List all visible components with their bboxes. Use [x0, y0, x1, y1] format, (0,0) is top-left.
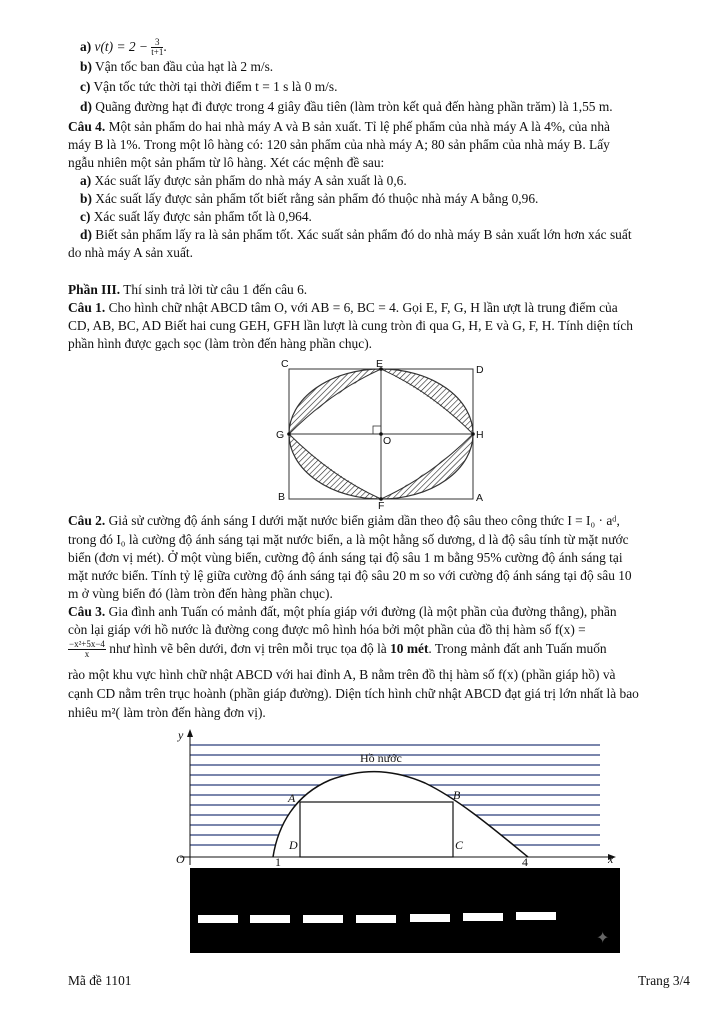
lake-graph-figure [170, 725, 622, 957]
option-label: a) [80, 39, 92, 54]
p3q3-line-4: rào một khu vực hình chữ nhật ABCD với hai đỉnh A, B nằm trên đồ thị hàm số f(x) (phần giáp hồ) và [68, 667, 616, 682]
label-lake: Hồ nước [360, 751, 402, 765]
q4-line-1: Câu 4. Một sản phẩm do hai nhà máy A và B sản xuất. Tỉ lệ phế phẩm của nhà máy A là 4%, của nhà [68, 119, 610, 134]
label-origin: O [176, 852, 185, 866]
p3q3-line-1: Câu 3. Gia đình anh Tuấn có mảnh đất, một phía giáp với đường (là một phần của đường thẳng), phần [68, 604, 617, 619]
label-a: A [476, 492, 484, 504]
label-point-b: B [453, 788, 461, 802]
q4-line-2: máy B là 1%. Trong một lô hàng có: 120 sản phẩm của nhà máy A; 80 sản phẩm của nhà máy B. Lấy [68, 137, 610, 152]
exam-code: Mã đề 1101 [68, 973, 132, 988]
label-x: x [608, 852, 614, 866]
label-b: B [278, 491, 286, 503]
velocity-formula: v(t) = 2 − [94, 39, 152, 54]
road [190, 868, 620, 953]
p3q3-line-6: nhiêu m²( làm tròn đến hàng đơn vị). [68, 705, 266, 720]
label-point-c: C [455, 838, 464, 852]
label-tick-1: 1 [275, 855, 281, 869]
label-g: G [276, 429, 285, 441]
q4-option-c: c) Xác suất lấy được sản phẩm tốt là 0,964. [80, 209, 312, 224]
label-tick-4: 4 [522, 855, 528, 869]
part3-heading: Phần III. Thí sinh trả lời từ câu 1 đến câu 6. [68, 282, 308, 297]
label-e: E [376, 358, 384, 370]
p3q2-line-4: mặt nước biển. Tính tỷ lệ giữa cường độ ánh sáng tại độ sâu 20 m so với cường độ ánh sáng tại độ sâu 10 [68, 568, 632, 583]
label-f: F [378, 500, 385, 510]
q3-option-c: c) Vận tốc tức thời tại thời điểm t = 1 s là 0 m/s. [80, 79, 338, 94]
label-point-d: D [289, 838, 298, 852]
p3q2-line-2: trong đó I₀ là cường độ ánh sáng tại mặt nước biển, a là một hằng số dương, d là độ sâu tính từ mặt nước [68, 532, 629, 547]
page-number: Trang 3/4 [638, 973, 690, 988]
q3-option-a: a) v(t) = 2 − $\frac{3}{t+1}$ . [80, 37, 167, 58]
q4-option-d-cont: do nhà máy A sản xuất. [68, 245, 193, 260]
q4-option-d: d) Biết sản phẩm lấy ra là sản phẩm tốt. Xác suất sản phẩm đó do nhà máy B sản xuất lớn hơn xác suất [80, 227, 632, 242]
p3q1-line-1: Câu 1. Cho hình chữ nhật ABCD tâm O, với AB = 6, BC = 4. Gọi E, F, G, H lần ượt là trung điểm của [68, 300, 618, 315]
p3q3-line-5: cạnh CD nằm trên trục hoành (phần giáp đường). Diện tích hình chữ nhật ABCD đạt giá trị lớn nhất là bao [68, 686, 639, 701]
p3q2-line-1: Câu 2. Giả sử cường độ ánh sáng I dưới mặt nước biển giảm dần theo độ sâu theo công thức I = I₀ · aᵈ, [68, 513, 620, 528]
fraction: $\frac{3}{t+1}$ [151, 37, 164, 58]
q3-option-b: b) Vận tốc ban đầu của hạt là 2 m/s. [80, 59, 274, 74]
q4-option-a: a) Xác suất lấy được sản phẩm do nhà máy A sản xuất là 0,6. [80, 173, 407, 188]
p3q2-line-3: biển (đơn vị mét). Ở một vùng biển, cường độ ánh sáng tại độ sâu 1 m bằng 95% cường độ ánh sáng tại [68, 550, 623, 565]
label-o: O [383, 435, 392, 447]
sparkle-icon: ✦ [596, 930, 610, 947]
label-h: H [476, 429, 484, 441]
p3q2-line-5: m ở vùng biển đó (làm tròn đến hàng phần chục). [68, 586, 333, 601]
p3q3-line-2: còn lại giáp với hồ nước là đường cong được mô hình hóa bởi một phần của đồ thị hàm số f(x) = [68, 622, 586, 637]
function-fraction: $\frac{\text{−x²+5x−4}}{x}$ [69, 639, 105, 660]
p3q3-line-3: $\frac{\text{−x²+5x−4}}{x}$ như hình vẽ bên dưới, đơn vị trên mỗi trục tọa độ là 10 mét. Trong mảnh đất anh Tuấn muốn [69, 639, 607, 660]
p3q1-line-2: CD, AB, BC, AD Biết hai cung GEH, GFH lần lượt là cung tròn đi qua G, H, E và G, F, H. Tính diện tích [68, 318, 633, 333]
q4-line-3: ngẫu nhiên một sản phẩm từ lô hàng. Xét các mệnh đề sau: [68, 155, 385, 170]
label-point-a: A [288, 791, 296, 805]
rectangle-arcs-figure [270, 355, 495, 510]
label-d: D [476, 364, 484, 376]
label-y: y [178, 728, 184, 742]
q4-option-b: b) Xác suất lấy được sản phẩm tốt biết rằng sản phẩm đó thuộc nhà máy A bằng 0,96. [80, 191, 539, 206]
p3q1-line-3: phần hình được gạch sọc (làm tròn đến hàng phần chục). [68, 336, 373, 351]
q3-option-d: d) Quãng đường hạt đi được trong 4 giây đầu tiên (làm tròn kết quả đến hàng phần trăm) là 1,55 m. [80, 99, 613, 114]
label-c: C [281, 358, 289, 370]
